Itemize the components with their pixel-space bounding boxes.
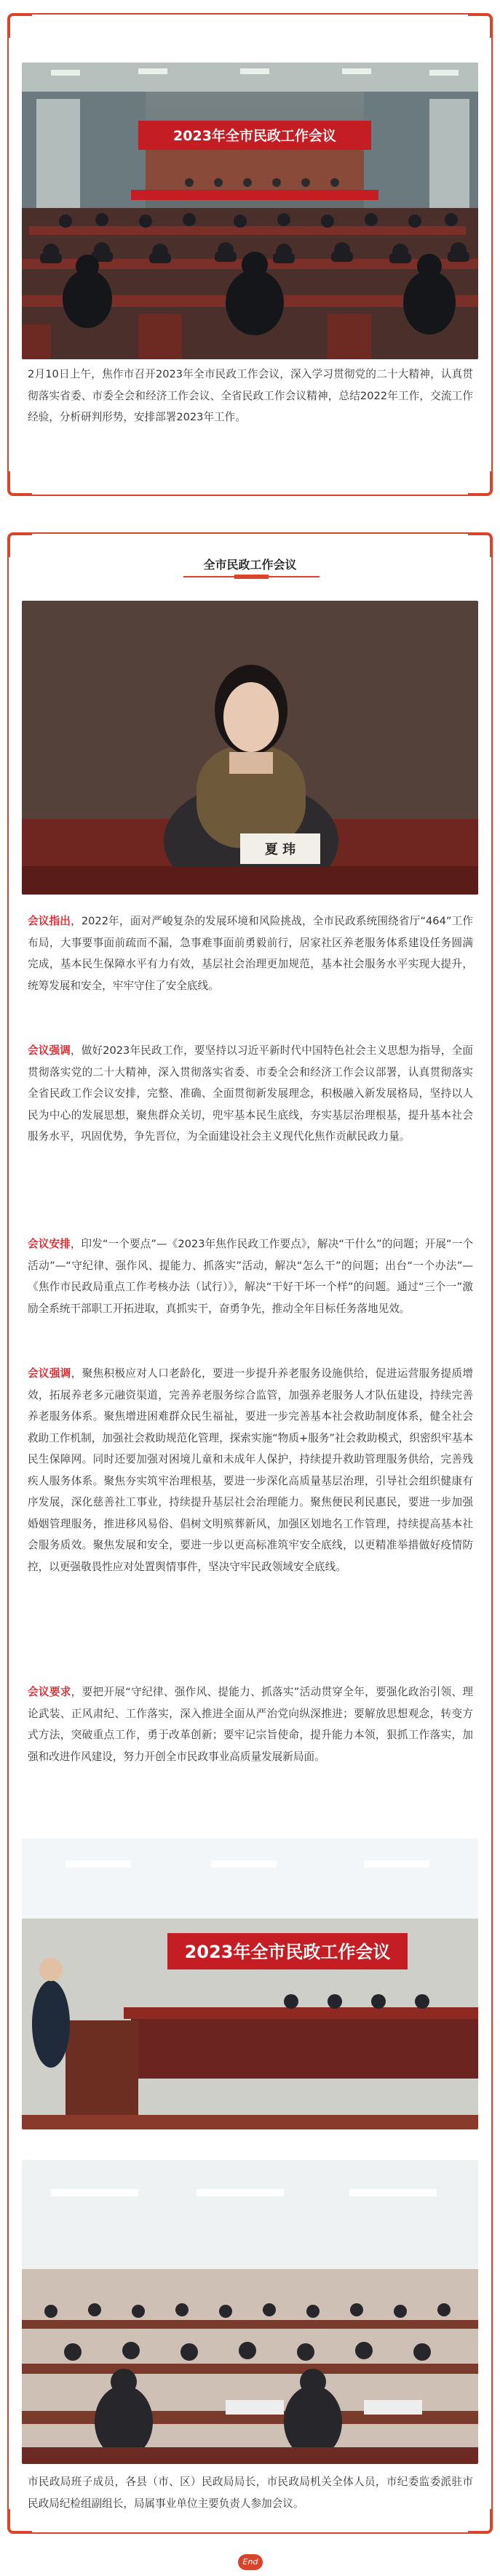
paragraph-1 [28, 911, 473, 996]
title-underline [183, 575, 320, 579]
corner-ornament-icon [464, 12, 494, 42]
paragraph-text: ，要把开展“守纪律、强作风、提能力、抓落实”活动贯穿全年，要强化政治引领、理论武装、正风肃纪、工作落实，深入推进全面从严治党向纵深推进；要解放思想观念，转变方式方法，突破重点工作，勇于改革创新；要牢记宗旨使命，提升能力本领，狠抓工作落实，加强和改进作风建设，努力开创全市民政事业高质量发展新局面。 [28, 1686, 473, 1763]
paragraph-label: 会议指出 [28, 915, 71, 927]
intro-paragraph: 2月10日上午，焦作市召开2023年全市民政工作会议，深入学习贯彻党的二十大精神，认真贯彻落实省委、市委全会和经济工作会议、全省民政工作会议精神，总结2022年工作，交流工作经验，分析研判形势，安排部署2023年工作。 [28, 368, 473, 423]
meeting-panel [7, 532, 493, 2534]
attendees-paragraph: 市民政局班子成员，各县（市、区）民政局局长，市民政局机关全体人员，市纪委监委派驻市民政局纪检组副组长，局属事业单位主要负责人参加会议。 [28, 2476, 473, 2510]
paragraph-2 [28, 1040, 473, 1148]
paragraph-4 [28, 1363, 473, 1577]
speaker-nameplate: 夏 玮 [264, 842, 296, 857]
paragraph-label: 会议要求 [28, 1686, 71, 1698]
conference-hall-photo [22, 63, 478, 359]
paragraph-label: 会议强调 [28, 1044, 71, 1057]
corner-ornament-icon [6, 12, 36, 42]
paragraph-label: 会议强调 [28, 1367, 71, 1380]
audience-photo [22, 2160, 478, 2464]
corner-ornament-icon [464, 467, 494, 497]
paragraph-text: ，2022年，面对严峻复杂的发展环境和风险挑战，全市民政系统围绕省厅“464”工作布局，大事要事面前疏而不漏，急事难事面前勇毅前行，居家社区养老服务体系建设任务圆满完成，基本民生保障水平有力有效，基层社会治理更加规范，基本社会服务水平实现大提升，统筹发展和安全，牢牢守住了安全底线。 [28, 915, 473, 992]
paragraph-text: ，聚焦积极应对人口老龄化，要进一步提升养老服务设施供给，促进运营服务提质增效，拓展养老多元融资渠道，完善养老服务综合监管，加强养老服务人才队伍建设，持续完善养老服务体系。聚焦增进困难群众民生福祉，要进一步完善基本社会救助制度体系，健全社会救助工作机制，加强社会救助规范化管理，探索实施“物质+服务”社会救助模式，织密织牢基本民生保障网。同时还要加强对困境儿童和未成年人保护，持续提升救助管理服务供给，完善残疾人服务体系。聚焦夯实筑牢治理根基，要进一步深化高质量基层治理，引导社会组织健康有序发展，深化慈善社工事业，持续提升基层社会治理能力。聚焦便民利民惠民，要进一步加强婚姻管理服务，推进移风易俗、倡树文明殡葬新风，加强区划地名工作管理，持续提高基本社会服务质效。聚焦发展和安全，要进一步以更高标准筑牢安全底线，以更精准举措做好疫情防控，以更强敬畏性应对处置舆情事件，坚决守牢民政领域安全底线。 [28, 1367, 473, 1573]
stage-banner-text: 2023年全市民政工作会议 [173, 128, 336, 144]
podium-speech-photo [22, 1839, 478, 2129]
paragraph-3 [28, 1233, 473, 1319]
paragraph-label: 会议安排 [28, 1238, 71, 1250]
corner-ornament-icon [6, 467, 36, 497]
speaker-photo [22, 601, 478, 895]
intro-panel [7, 13, 493, 496]
paragraph-text: ，印发“一个要点”—《2023年焦作民政工作要点》，解决“干什么”的问题；开展“一个活动”—“守纪律、强作风、提能力、抓落实”活动，解决“怎么干”的问题；出台“一个办法”—《焦作市民政局重点工作考核办法（试行）》，解决“干好干坏一个样”的问题。通过“三个一”激励全系统干部职工开拓进取，真抓实干，奋勇争先，推动全年目标任务落地见效。 [28, 1238, 473, 1315]
paragraph-5 [28, 1681, 473, 1767]
paragraph-text: ，做好2023年民政工作，要坚持以习近平新时代中国特色社会主义思想为指导，全面贯彻落实党的二十大精神，深入贯彻落实省委、市委全会和经济工作会议部署，认真贯彻落实全省民政工作会议安排，完整、准确、全面贯彻新发展理念，积极融入新发展格局，坚持以人民为中心的发展思想，聚焦群众关切，兜牢基本民生底线，夯实基层治理根基，提升基本社会服务水平，巩固优势，争先晋位，为全面建设社会主义现代化焦作贡献民政力量。 [28, 1044, 473, 1143]
end-badge: End [238, 2554, 263, 2570]
section-title: 全市民政工作会议 [203, 558, 297, 572]
stage-banner-text: 2023年全市民政工作会议 [184, 1942, 391, 1962]
